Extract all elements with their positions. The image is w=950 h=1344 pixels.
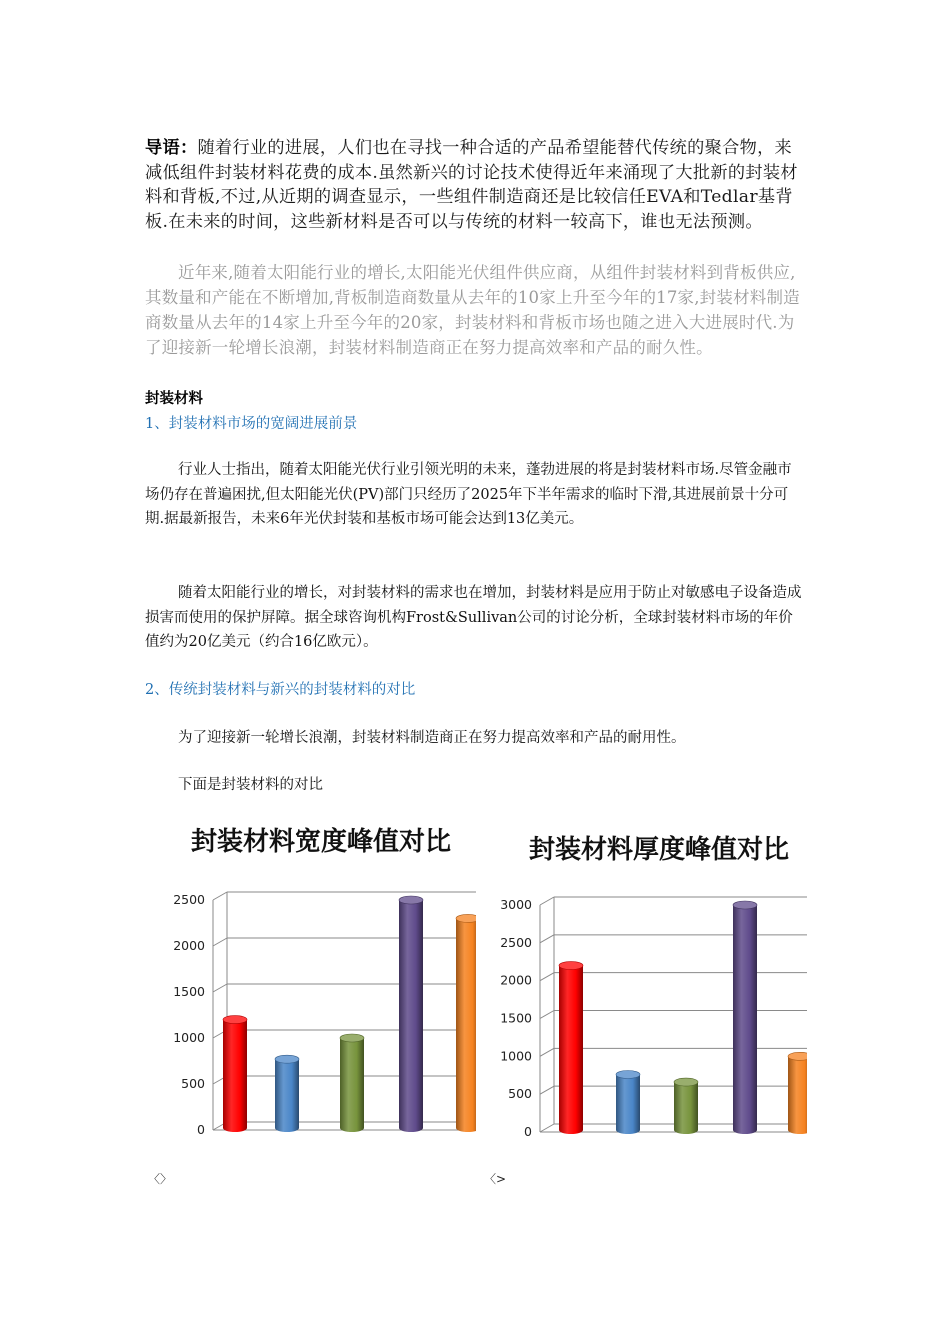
intro-text: 随着行业的进展，人们也在寻找一种合适的产品希望能替代传统的聚合物，来减低组件封装材料花费的成本.虽然新兴的讨论技术使得近年来涌现了大批新的封装材料和背板,不过,从近期的调查显示，一些组件制造商还是比较信任EVA和Tedlar基背板.在未来的时间，这些新材料是否可以与传统的材料一较高下，谁也无法预测。 xyxy=(145,138,798,232)
bar xyxy=(674,1078,698,1134)
bar-body xyxy=(733,905,757,1134)
y-tick-label: 1500 xyxy=(173,984,205,999)
paragraph-industry xyxy=(145,458,805,532)
bar-body xyxy=(340,1038,364,1132)
bar xyxy=(223,1016,247,1132)
bar-body xyxy=(275,1059,299,1132)
bar xyxy=(399,896,423,1132)
chart-width-peak xyxy=(143,815,476,1145)
bar-top xyxy=(275,1055,299,1063)
gridline-slant xyxy=(540,897,554,905)
paragraph-industry-text: 行业人士指出，随着太阳能光伏行业引领光明的未来，蓬勃进展的将是封装材料市场.尽管金融市场仍存在普遍困扰,但太阳能光伏(PV)部门只经历了2025年下半年需求的临时下滑,其进展前景十分可期.据最新报告，未来6年光伏封装和基板市场可能会达到13亿美元。 xyxy=(145,462,792,527)
gray-paragraph xyxy=(145,260,805,360)
bar-top xyxy=(456,914,476,922)
bar-top xyxy=(559,962,583,970)
y-tick-label: 0 xyxy=(197,1122,205,1137)
gridline-slant xyxy=(540,1086,554,1094)
bar xyxy=(733,901,757,1134)
y-tick-label: 500 xyxy=(508,1086,532,1102)
bar-top xyxy=(674,1078,698,1086)
bar-body xyxy=(788,1056,807,1134)
heading-market-prospects: 1、封装材料市场的宽阔进展前景 xyxy=(145,416,358,432)
gridline-slant xyxy=(540,935,554,943)
chart-plot xyxy=(477,815,807,1145)
y-tick-label: 0 xyxy=(524,1124,532,1139)
bar xyxy=(275,1055,299,1132)
y-tick-label: 500 xyxy=(181,1076,205,1091)
gridline-slant xyxy=(540,1048,554,1056)
bar-body xyxy=(223,1020,247,1132)
bar-top xyxy=(340,1034,364,1042)
intro-paragraph xyxy=(145,136,805,234)
y-tick-label: 2000 xyxy=(173,938,205,953)
bar-top xyxy=(788,1052,807,1060)
y-tick-label: 1000 xyxy=(173,1030,205,1045)
bar-top xyxy=(399,896,423,904)
bar-top xyxy=(616,1070,640,1078)
chart-title: 封装材料厚度峰值对比 xyxy=(529,835,790,865)
chart-plot xyxy=(143,815,476,1145)
chart-thickness-peak xyxy=(477,815,807,1145)
paragraph-efficiency: 为了迎接新一轮增长浪潮，封装材料制造商正在努力提高效率和产品的耐用性。 xyxy=(178,730,686,746)
y-tick-label: 2500 xyxy=(173,892,205,907)
y-tick-label: 2500 xyxy=(500,934,532,950)
bar xyxy=(456,914,476,1132)
gridline-slant xyxy=(540,1124,554,1132)
chart-title: 封装材料宽度峰值对比 xyxy=(191,827,452,857)
bar-body xyxy=(616,1074,640,1134)
bar xyxy=(616,1070,640,1134)
chart-caption: 〈> xyxy=(484,1172,507,1186)
bar xyxy=(788,1052,807,1134)
paragraph-demand-text: 随着太阳能行业的增长，对封装材料的需求也在增加，封装材料是应用于防止对敏感电子设备造成损害而使用的保护屏障。据全球咨询机构Frost&Sullivan公司的讨论分析，全球封装材料市场的年价值约为20亿美元（约合16亿欧元）。 xyxy=(145,585,802,650)
gridline-slant xyxy=(540,973,554,981)
y-tick-label: 1500 xyxy=(500,1010,532,1026)
bar-body xyxy=(399,900,423,1132)
gridline-slant xyxy=(213,984,227,992)
y-tick-label: 2000 xyxy=(500,972,532,988)
y-tick-label: 1000 xyxy=(500,1048,532,1064)
heading-comparison: 2、传统封装材料与新兴的封装材料的对比 xyxy=(145,682,416,698)
chart-caption: 〈〉 xyxy=(148,1172,173,1186)
section-title: 封装材料 xyxy=(145,391,203,407)
bar-body xyxy=(674,1082,698,1134)
bar-top xyxy=(223,1016,247,1024)
bar-body xyxy=(559,966,583,1134)
gridline-slant xyxy=(540,1011,554,1019)
bar-top xyxy=(733,901,757,909)
bar xyxy=(340,1034,364,1132)
gray-paragraph-text: 近年来,随着太阳能行业的增长,太阳能光伏组件供应商，从组件封装材料到背板供应,其数量和产能在不断增加,背板制造商数量从去年的10家上升至今年的17家,封装材料制造商数量从去年的14家上升至今年的20家，封装材料和背板市场也随之进入大进展时代.为了迎接新一轮增长浪潮，封装材料制造商正在努力提高效率和产品的耐久性。 xyxy=(145,263,800,357)
intro-lead: 导语： xyxy=(145,138,198,158)
paragraph-demand xyxy=(145,581,805,655)
y-tick-label: 3000 xyxy=(500,897,532,912)
bar-body xyxy=(456,918,476,1132)
bar xyxy=(559,962,583,1134)
gridline-slant xyxy=(213,892,227,900)
paragraph-comparison-intro: 下面是封装材料的对比 xyxy=(178,777,323,793)
gridline-slant xyxy=(213,938,227,946)
